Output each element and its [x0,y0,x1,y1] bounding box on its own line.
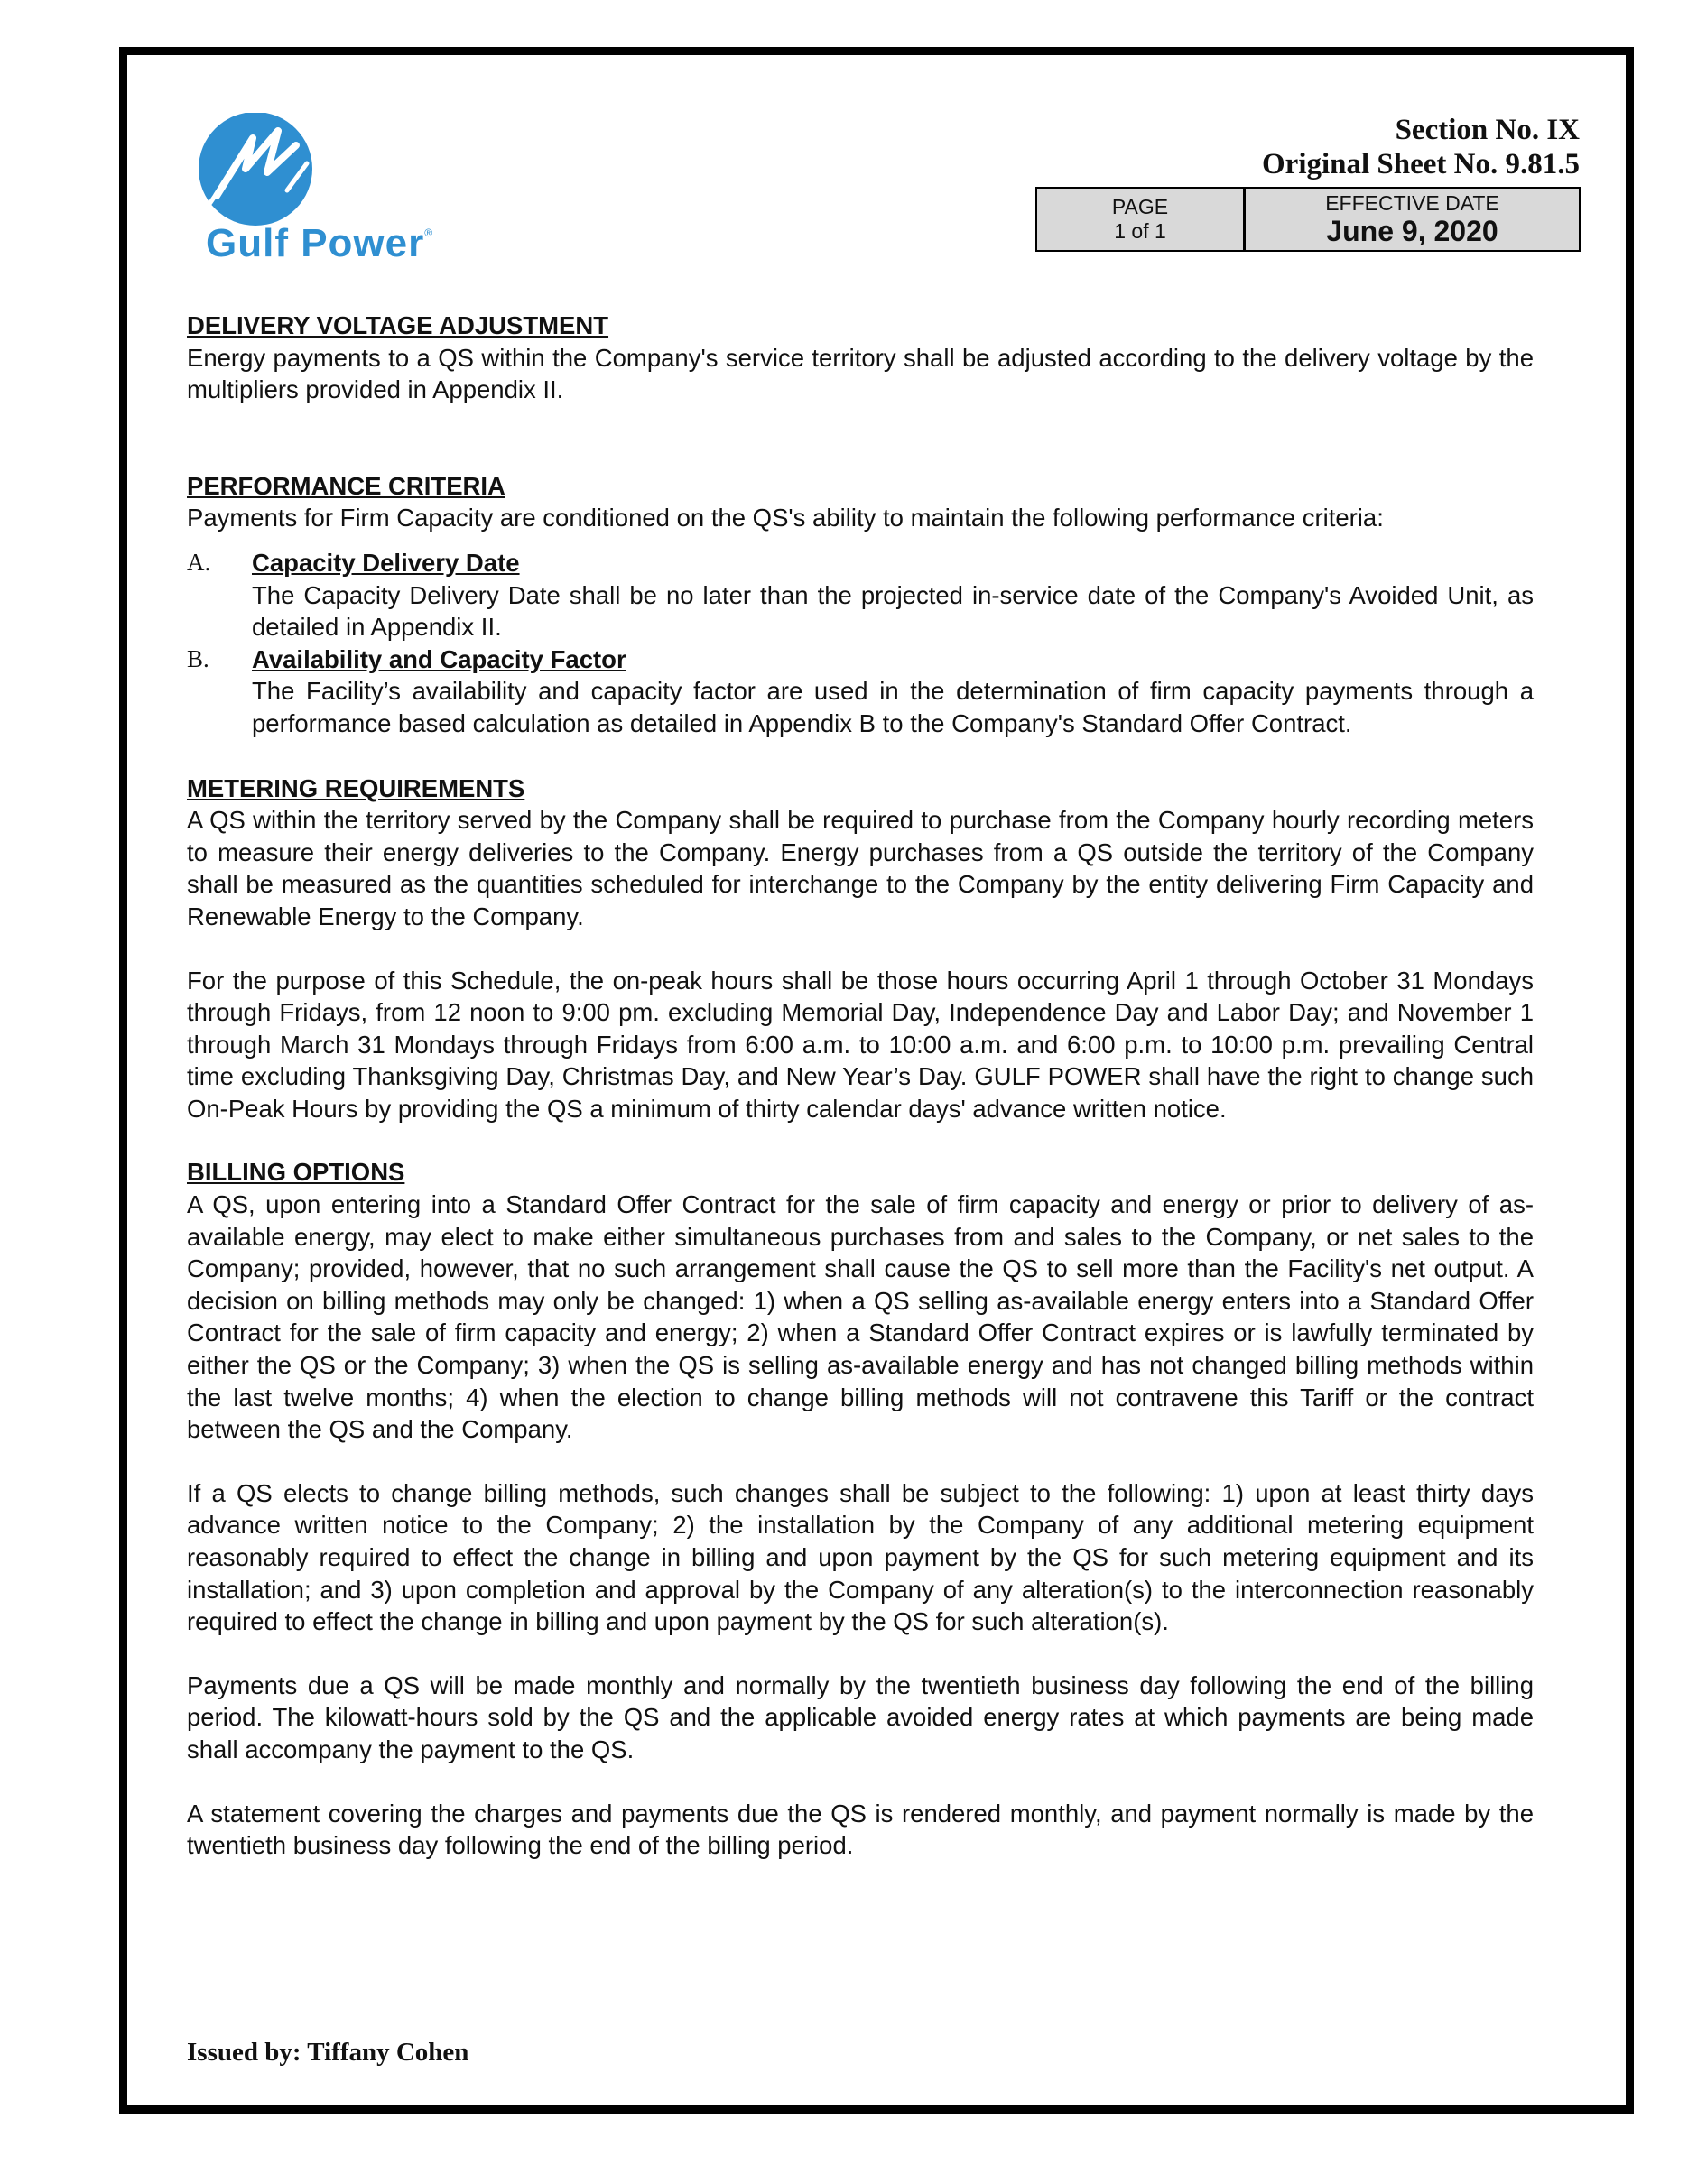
performance-heading: PERFORMANCE CRITERIA [187,471,505,500]
section-header [1262,113,1580,181]
billing-paragraph: Payments due a QS will be made monthly and normally by the twentieth business day following the end of the billing period. The kilowatt-hours sold by the QS and the applicable avoided energy rates at which payments are being made shall accompany the payment to the QS. [187,1670,1534,1763]
company-name: Gulf Power® [206,221,434,265]
delivery-heading: DELIVERY VOLTAGE ADJUSTMENT [187,311,609,339]
criteria-title: Availability and Capacity Factor [252,644,626,673]
page-info-box [1035,187,1581,252]
page-value: 1 of 1 [1114,219,1166,243]
delivery-text: Energy payments to a QS within the Company's service territory shall be adjusted according to the delivery voltage by the multipliers provided in Appendix II. [187,343,1534,404]
effective-date-label: EFFECTIVE DATE [1325,191,1499,215]
criteria-item [187,643,1534,740]
effective-date-value: June 9, 2020 [1326,215,1498,247]
billing-heading: BILLING OPTIONS [187,1158,405,1187]
metering-paragraph: A QS within the territory served by the Company shall be required to purchase from the Company hourly recording meters to measure their energy deliveries to the Company. Energy purchases from a QS outside the territory of the Company shall be measured as the quantities scheduled for interchange to the Company by the entity delivering Firm Capacity and Renewable Energy to the Company. [187,806,1534,930]
criteria-letter: B. [187,644,209,672]
section-number: Section No. IX [1395,114,1580,146]
billing-paragraph: A statement covering the charges and payments due the QS is rendered monthly, and payment normally is made by the twentieth business day following the end of the billing period. [187,1799,1534,1860]
sheet-number: Original Sheet No. 9.81.5 [1262,148,1580,180]
issued-by: Issued by: Tiffany Cohen [187,2038,469,2067]
billing-paragraph: A QS, upon entering into a Standard Offer Contract for the sale of firm capacity and energy or prior to delivery of as-available energy, may elect to make either simultaneous purchases from and sales to the Company, or net sales to the Company; provided, however, that no such arrangement shall cause the QS to sell more than the Facility's net output. A decision on billing methods may only be changed: 1) when a QS selling as-available energy enters into a Standard Offer Contract for the sale of firm capacity and energy; 2) when a Standard Offer Contract expires or is lawfully terminated by either the QS or the Company; 3) when the QS is selling as-available energy and has not changed billing methods within the last twelve months; 4) when the election to change billing methods will not contravene this Tariff or the contract between the QS and the Company. [187,1190,1534,1444]
billing-paragraph: If a QS elects to change billing methods, such changes shall be subject to the following: 1) upon at least thirty days advance written notice to the Company; 2) the installation by the Company of any additional metering equipment reasonably required to effect the change in billing and upon payment by the QS for such metering equipment and its installation; and 3) upon completion and approval by the Company of any alteration(s) to the interconnection reasonably required to effect the change in billing and upon payment by the QS for such alteration(s). [187,1478,1534,1636]
criteria-title: Capacity Delivery Date [252,548,520,577]
registered-mark: ® [424,227,434,239]
page-cell [1037,189,1246,250]
page-label: PAGE [1111,195,1169,218]
effective-date-cell [1246,189,1579,250]
criteria-text: The Capacity Delivery Date shall be no later than the projected in-service date of the Company's Avoided Unit, as detailed in Appendix II. [252,580,1534,642]
criteria-text: The Facility’s availability and capacity factor are used in the determination of firm capacity payments through a performance based calculation as detailed in Appendix B to the Company's Standard Offer Contract. [252,677,1534,737]
metering-heading: METERING REQUIREMENTS [187,773,525,802]
performance-intro: Payments for Firm Capacity are conditioned on the QS's ability to maintain the following performance criteria: [187,504,1384,532]
criteria-item [187,547,1534,643]
criteria-letter: A. [187,548,211,576]
document-body [187,310,1534,1862]
metering-paragraph: For the purpose of this Schedule, the on-peak hours shall be those hours occurring April 1 through October 31 Mondays through Fridays, from 12 noon to 9:00 pm. excluding Memorial Day, Independence Day and Labor Day; and November 1 through March 31 Mondays through Fridays from 6:00 a.m. to 10:00 a.m. and 6:00 p.m. to 10:00 p.m. prevailing Central time excluding Thanksgiving Day, Christmas Day, and New Year’s Day. GULF POWER shall have the right to change such On-Peak Hours by providing the QS a minimum of thirty calendar days' advance written notice. [187,966,1534,1123]
